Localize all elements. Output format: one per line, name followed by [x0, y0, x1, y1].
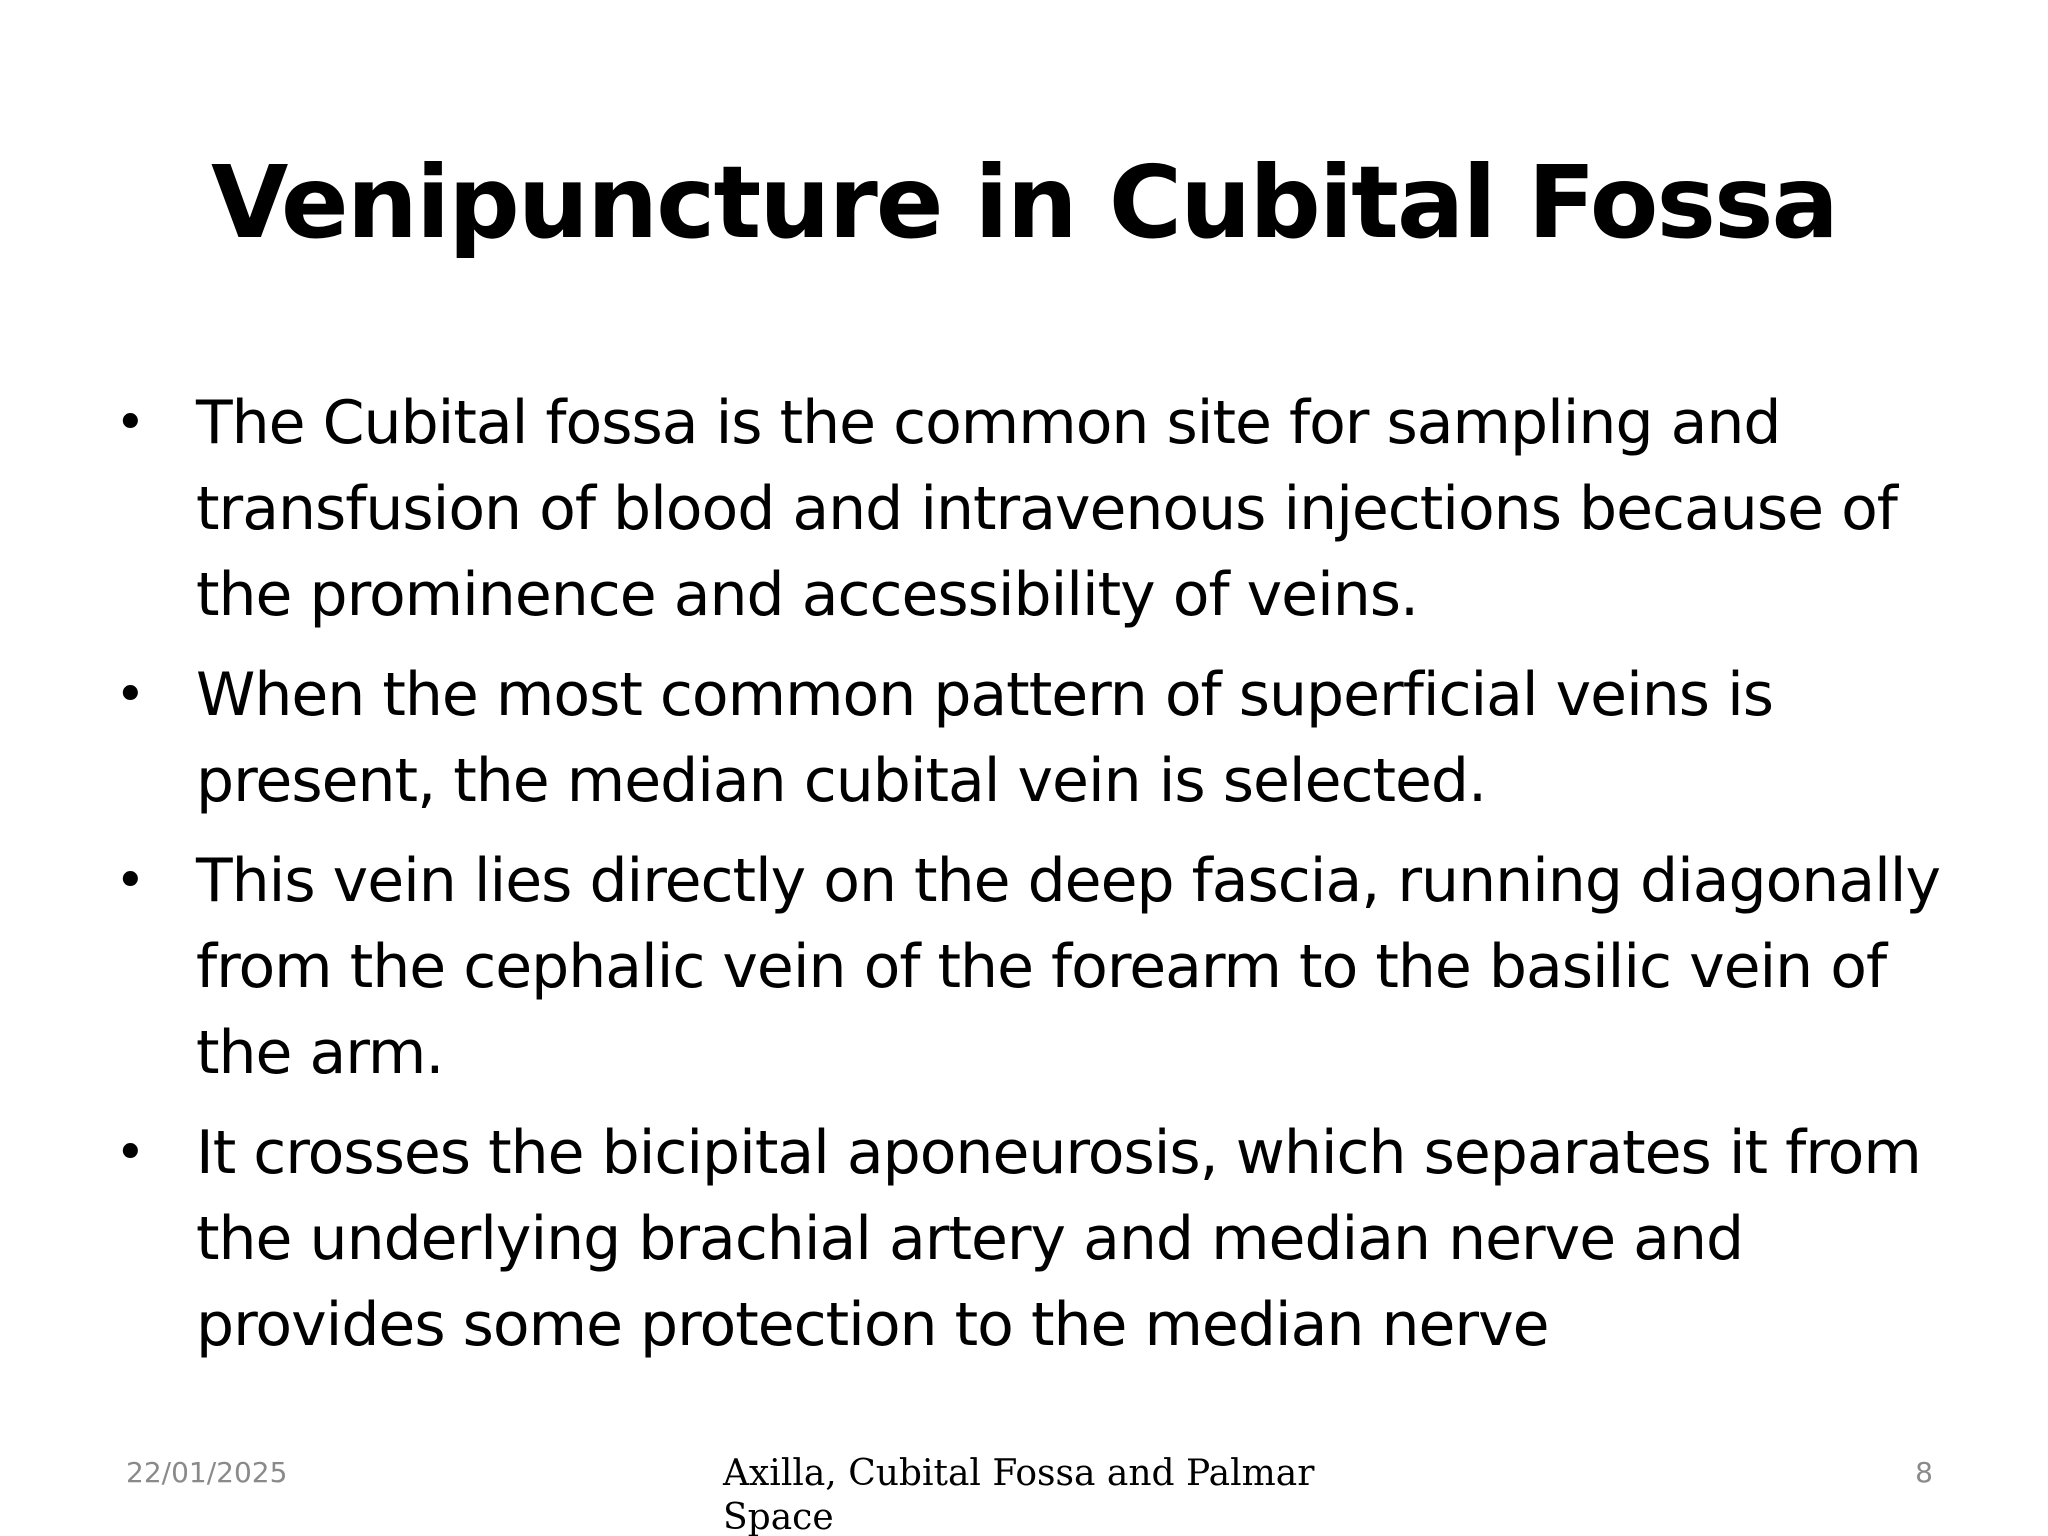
- bullet-marker: •: [115, 393, 145, 453]
- bullet-text: When the most common pattern of superficial veins is present, the median cubital vein is selected.: [196, 660, 1774, 816]
- bullet-marker: •: [115, 665, 145, 725]
- bullet-item: [115, 380, 1955, 638]
- footer-title: Axilla, Cubital Fossa and Palmar Space: [723, 1453, 1315, 1536]
- slide-number: 8: [1915, 1456, 1933, 1489]
- bullet-text: This vein lies directly on the deep fascia, running diagonally from the cephalic vein of the forearm to the basilic vein of the arm.: [196, 846, 1940, 1088]
- bullet-marker: •: [115, 1123, 145, 1183]
- bullet-item: [115, 838, 1955, 1096]
- bullet-item: [115, 652, 1955, 824]
- footer-date: 22/01/2025: [126, 1456, 288, 1489]
- bullet-text: It crosses the bicipital aponeurosis, which separates it from the underlying brachial artery and median nerve and provides some protection to the median nerve: [196, 1118, 1921, 1360]
- bullet-text: The Cubital fossa is the common site for sampling and transfusion of blood and intravenous injections because of the prominence and accessibility of veins.: [196, 388, 1897, 630]
- bullet-item: [115, 1110, 1955, 1368]
- bullet-list: [115, 380, 1955, 1382]
- bullet-marker: •: [115, 851, 145, 911]
- slide-title: Venipuncture in Cubital Fossa: [211, 144, 1837, 261]
